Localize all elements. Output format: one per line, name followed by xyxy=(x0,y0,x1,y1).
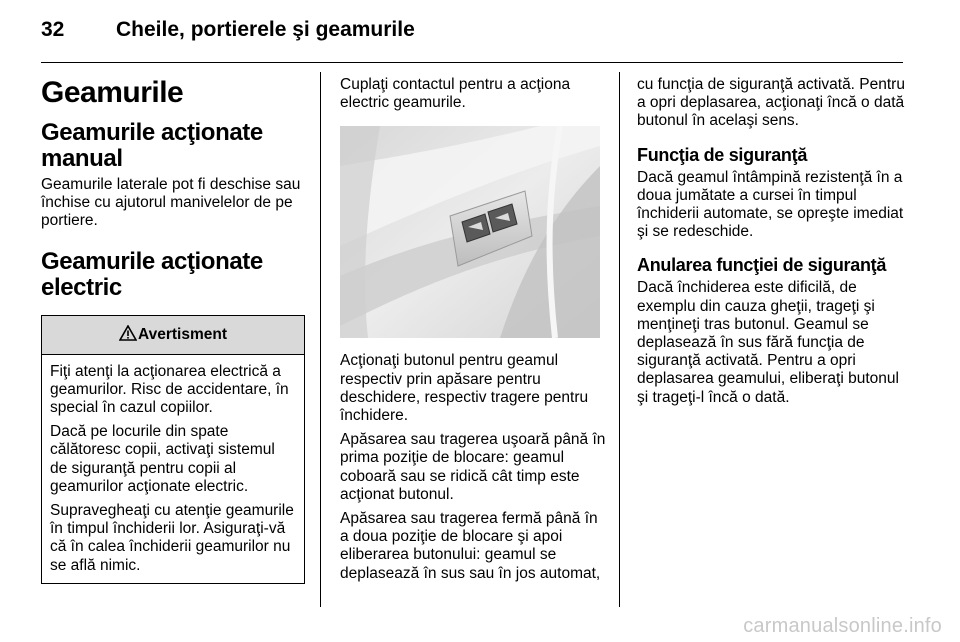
warning-paragraph: Dacă pe locurile din spate călătoresc copii, activaţi sistemul de siguranţă pentru copii al geamurilor acţionate electric. xyxy=(50,423,275,495)
window-switch-photo xyxy=(340,126,600,338)
warning-paragraph: Supravegheaţi cu atenţie geamurile în timpul închiderii lor. Asiguraţi-vă că în calea închiderii geamurilor nu se află nimic. xyxy=(50,502,294,574)
section-title: Geamurile xyxy=(41,76,184,109)
override-text: Dacă închiderea este dificilă, de exemplu din cauza gheţii, trageţi şi menţineţi tras butonul. Geamul se deplasează în sus fără funcţia de siguranţă activată. Pentru a opri deplasarea geamului, eliberaţi butonul şi trageţi-l încă o dată. xyxy=(637,279,899,406)
column-divider xyxy=(320,72,321,607)
header-rule xyxy=(41,62,903,63)
warning-header xyxy=(42,316,304,355)
page-number: 32 xyxy=(41,18,65,41)
watermark: carmanualsonline.info xyxy=(743,615,942,637)
safety-function-text: Dacă geamul întâmpină rezistenţă în a doua jumătate a cursei în timpul închiderii automate, se opreşte imediat şi se redeschide. xyxy=(637,168,904,241)
override-heading: Anularea funcţiei de siguranţă xyxy=(637,255,887,276)
column-divider xyxy=(619,72,620,607)
electric-windows-heading: Geamurile acţionate electric xyxy=(41,247,263,301)
warning-paragraph: Fiţi atenţi la acţionarea electrică a geamurilor. Risc de accidentare, în special în cazul copiilor. xyxy=(50,362,289,417)
ignition-intro: Cuplaţi contactul pentru a acţiona electric geamurile. xyxy=(340,76,571,112)
warning-body xyxy=(42,355,304,583)
operation-paragraph: Acţionaţi butonul pentru geamul respectiv prin apăsare pentru deschidere, respectiv tragere pentru închidere. xyxy=(340,352,589,425)
column-middle xyxy=(340,76,606,583)
manual-windows-heading: Geamurile acţionate manual xyxy=(41,119,263,172)
safety-function-heading: Funcţia de siguranţă xyxy=(637,144,808,165)
column-left xyxy=(41,76,305,584)
continued-text: cu funcţia de siguranţă activată. Pentru a opri deplasarea, acţionaţi încă o dată butonul în acelaşi sens. xyxy=(637,76,905,130)
operation-paragraph: Apăsarea sau tragerea fermă până în a doua poziţie de blocare şi apoi eliberarea butonului: geamul se deplasează în sus sau în jos automat, xyxy=(340,510,601,582)
operation-paragraph: Apăsarea sau tragerea uşoară până în prima poziţie de blocare: geamul coboară sau se ridică cât timp este acţionat butonul. xyxy=(340,431,606,503)
warning-box xyxy=(41,315,305,584)
warning-title: Avertisment xyxy=(137,325,227,343)
running-title: Cheile, portierele şi geamurile xyxy=(116,18,415,41)
warning-triangle-icon xyxy=(119,325,137,344)
manual-windows-text: Geamurile laterale pot fi deschise sau închise cu ajutorul manivelelor de pe portiere. xyxy=(41,176,301,230)
column-right xyxy=(637,76,905,407)
